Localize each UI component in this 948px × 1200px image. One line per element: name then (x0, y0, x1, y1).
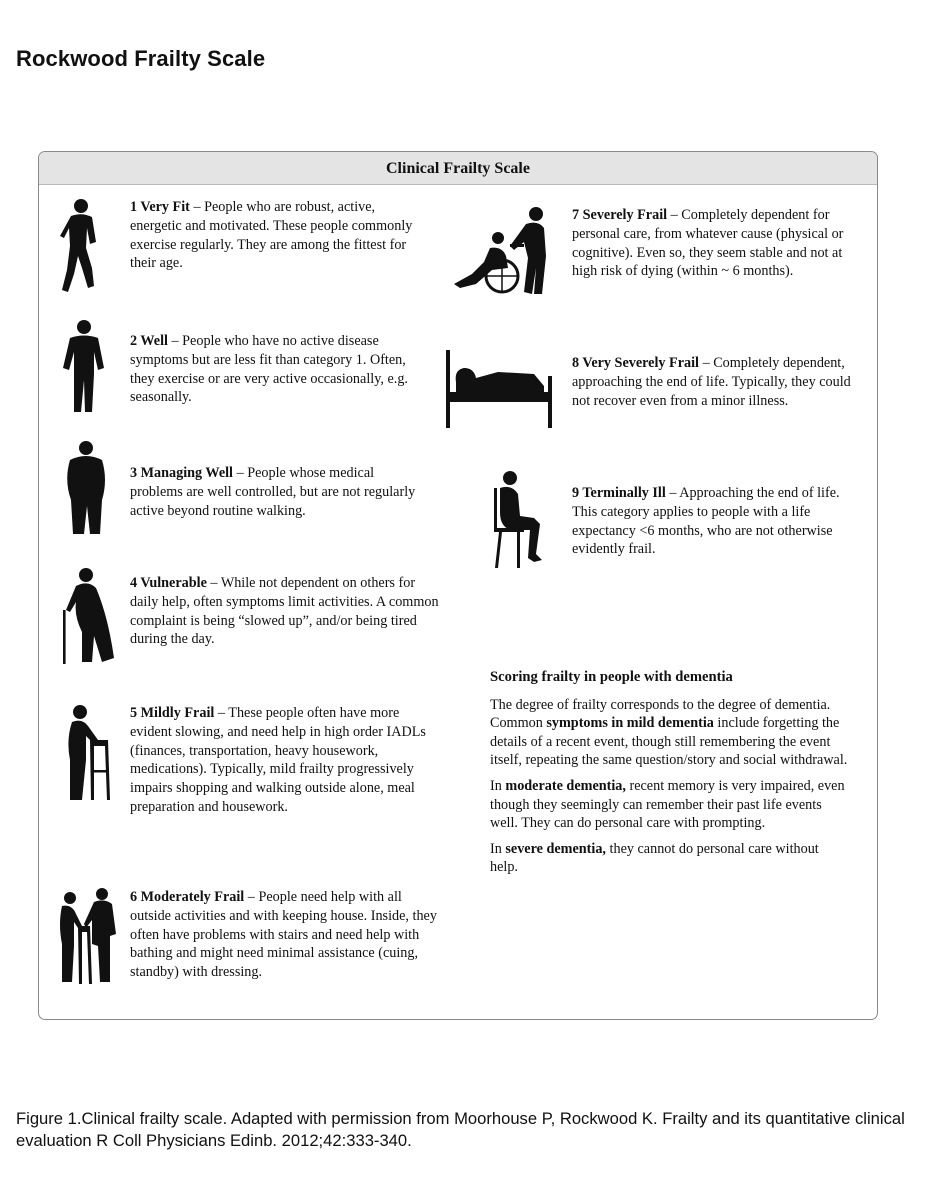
category-separator: – (699, 355, 714, 371)
category-description: People need help with all outside activities and with keeping house. Inside, they often have problems with stairs and need help with bathing and might need minimal assistance (cuing, standby) with dressing. (130, 889, 437, 981)
paragraph-text: The degree of frailty corresponds to the degree of dementia. Common (490, 696, 831, 732)
category-description: People whose medical problems are well controlled, but are not regularly active beyond routine walking. (130, 465, 416, 519)
category-description: Approaching the end of life. This category applies to people with a life expectancy <6 months, who are not otherwise evidently frail. (572, 485, 840, 558)
dementia-heading: Scoring frailty in people with dementia (490, 669, 733, 685)
category-5 (56, 700, 444, 817)
category-separator: – (214, 705, 229, 721)
category-6 (56, 884, 438, 988)
paragraph-text: include forgetting the details of a recent event, though still remembering the event itself, repeating the same question/story and social withdrawal. (490, 715, 848, 769)
category-label: 8 Very Severely Frail (572, 355, 700, 371)
category-label: 9 Terminally Ill (572, 485, 666, 501)
paragraph-text: recent memory is very impaired, even though they seemingly can remember their past life events well. They can do personal care with prompting. (490, 777, 845, 832)
severe-dementia-paragraph (490, 840, 850, 877)
page-title: Rockwood Frailty Scale (16, 46, 266, 71)
category-label: 7 Severely Frail (572, 207, 668, 223)
category-7 (448, 198, 868, 298)
moderate-dementia-paragraph (490, 777, 850, 833)
category-separator: – (167, 333, 183, 349)
person-with-cane-icon (56, 566, 130, 666)
paragraph-text: In (490, 777, 506, 794)
mild-dementia-paragraph (490, 696, 850, 770)
category-separator: – (206, 575, 221, 591)
category-label: 3 Managing Well (130, 465, 234, 481)
dementia-scoring-section (490, 668, 850, 884)
category-description: People who have no active disease symptoms but are less fit than category 1. Often, they exercise or are very active occasionally, e.g. seasonally. (130, 333, 408, 406)
category-2 (56, 318, 428, 414)
category-separator: – (233, 465, 248, 481)
category-label: 6 Moderately Frail (130, 889, 245, 905)
paragraph-emphasis: moderate dementia, (505, 777, 626, 794)
category-3 (56, 440, 428, 536)
paragraph-text: In (490, 840, 506, 857)
stout-person-icon (56, 440, 130, 536)
category-description: People who are robust, active, energetic and motivated. These people commonly exercise regularly. They are among the fittest for their age. (130, 199, 413, 272)
category-description: Completely dependent for personal care, from whatever cause (physical or cognitive). Even so, they seem stable and not at high risk of dying (within ~ 6 months). (572, 207, 844, 280)
scale-header: Clinical Frailty Scale (39, 152, 877, 185)
standing-person-icon (56, 318, 130, 414)
figure-caption: Figure 1.Clinical frailty scale. Adapted with permission from Moorhouse P, Rockwood K. Frailty and its quantitative clinical evaluation R Coll Physicians Edinb. 2012;42:333-340. (16, 1109, 905, 1150)
category-9 (490, 468, 862, 570)
bedridden-icon (440, 346, 572, 432)
wheelchair-icon (448, 198, 572, 298)
walking-person-icon (56, 198, 130, 294)
category-separator: – (244, 889, 259, 905)
category-label: 2 Well (130, 333, 168, 349)
category-1 (56, 198, 416, 294)
person-with-walker-icon (56, 700, 130, 808)
assisted-walker-icon (56, 884, 130, 988)
category-label: 4 Vulnerable (130, 575, 207, 591)
category-8 (440, 346, 860, 432)
category-description: While not dependent on others for daily help, often symptoms limit activities. A common complaint is being “slowed up”, and/or being tired during the day. (130, 575, 439, 648)
category-separator: – (667, 207, 682, 223)
seated-person-icon (490, 468, 572, 570)
category-description: Completely dependent, approaching the end of life. Typically, they could not recover even from a minor illness. (572, 355, 851, 409)
category-4 (56, 566, 440, 666)
category-label: 1 Very Fit (130, 199, 190, 215)
paragraph-text: they cannot do personal care without help. (490, 840, 819, 876)
category-description: These people often have more evident slowing, and need help in high order IADLs (finances, transportation, heavy housework, medications). Typically, mild frailty progressively impairs shopping and walking outside alone, meal preparation and housework. (130, 705, 426, 815)
paragraph-emphasis: severe dementia, (505, 840, 606, 857)
category-separator: – (665, 485, 680, 501)
paragraph-emphasis: symptoms in mild dementia (546, 715, 714, 732)
category-separator: – (189, 199, 205, 215)
category-label: 5 Mildly Frail (130, 705, 215, 721)
